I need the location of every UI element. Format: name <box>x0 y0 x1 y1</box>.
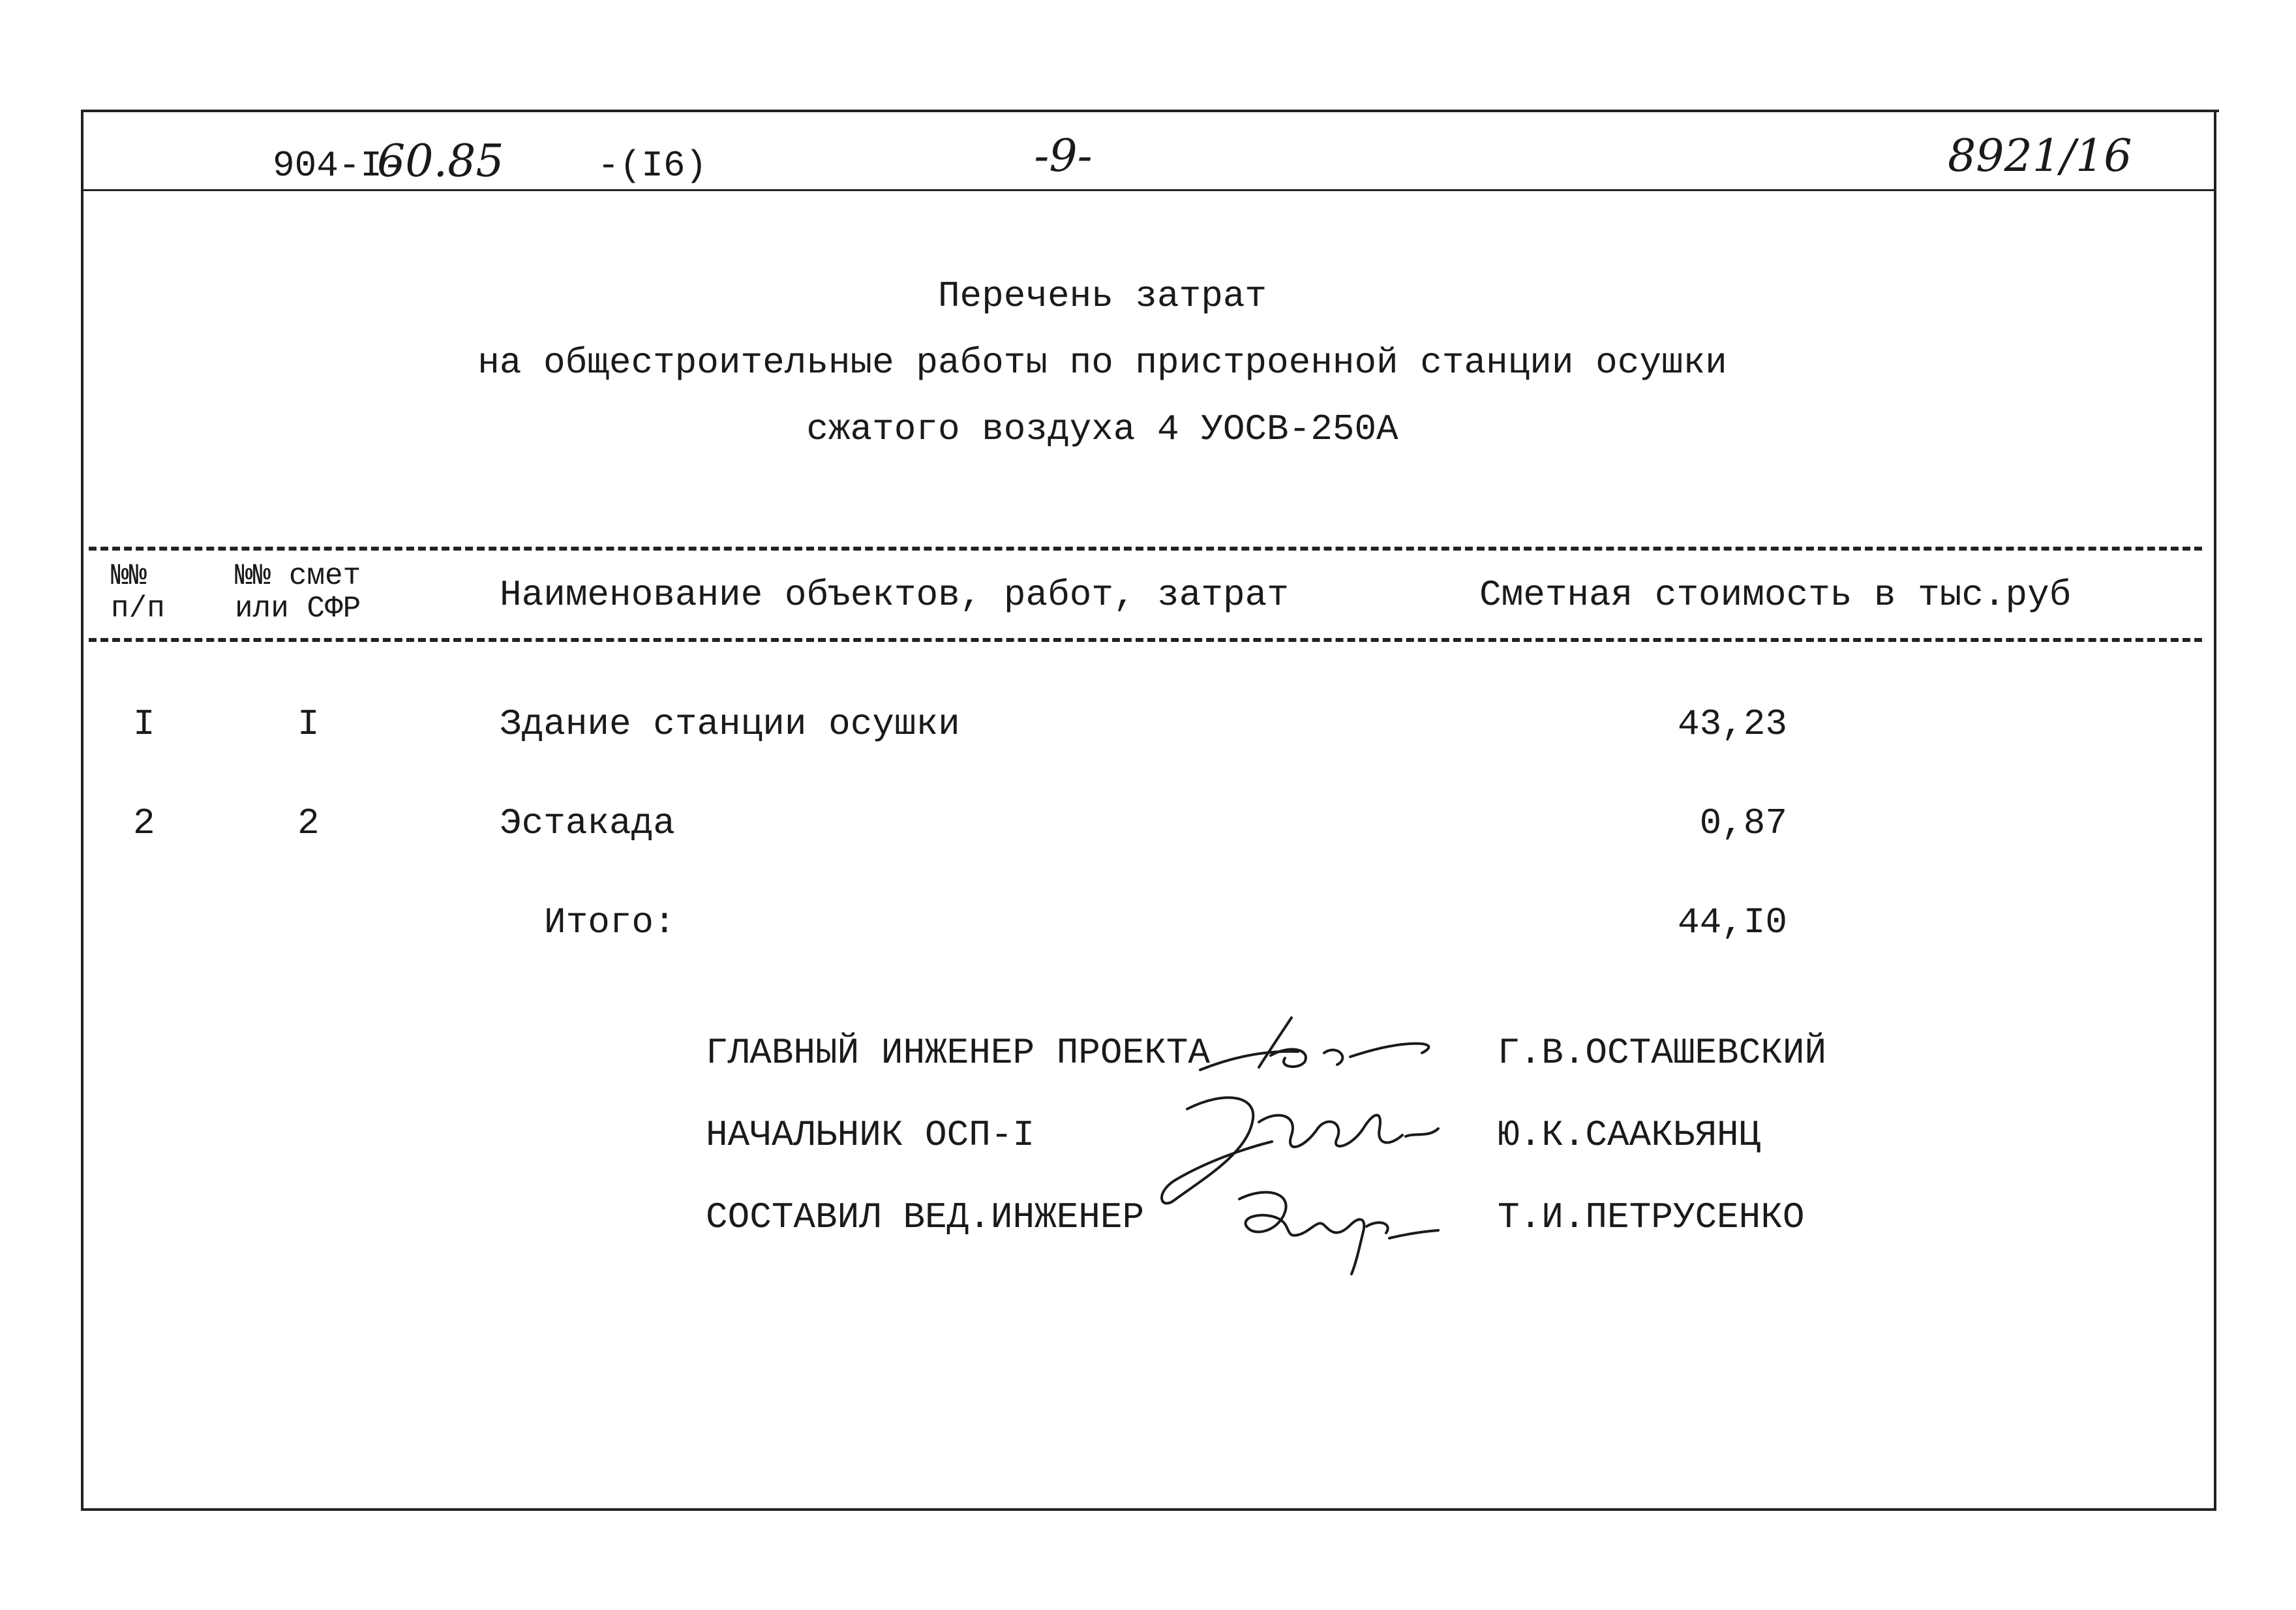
row-cost: 0,87 <box>1699 802 1787 844</box>
signature-name-chief-engineer: Г.В.ОСТАШЕВСКИЙ <box>1498 1032 1827 1074</box>
signature-role-compiler: СОСТАВИЛ ВЕД.ИНЖЕНЕР <box>706 1196 1145 1238</box>
row-cost: 43,23 <box>1677 703 1787 745</box>
col-header-num: №№ п/п <box>111 559 165 626</box>
col-header-estimate: №№ смет или СФР <box>235 559 361 626</box>
signature-role-department-head: НАЧАЛЬНИК ОСП-I <box>706 1114 1035 1156</box>
signature-role-chief-engineer: ГЛАВНЫЙ ИНЖЕНЕР ПРОЕКТА <box>706 1032 1210 1074</box>
total-value: 44,I0 <box>1677 902 1787 943</box>
row-estimate: I <box>297 703 320 745</box>
doc-code-handwritten: 60.85 <box>377 136 504 187</box>
signature-scribble-compiler <box>1226 1179 1448 1277</box>
table-header-bottom-rule <box>89 638 2202 642</box>
row-name: Эстакада <box>500 802 675 844</box>
table-header-top-rule <box>89 547 2202 551</box>
row-num: I <box>133 703 155 745</box>
signature-name-department-head: Ю.К.СААКЬЯНЦ <box>1498 1114 1761 1156</box>
doc-code-printed: 904-I- <box>273 145 404 187</box>
signature-scribble-chief-engineer <box>1194 1005 1455 1076</box>
frame-right-border <box>2214 110 2216 1511</box>
signature-name-compiler: Т.И.ПЕТРУСЕНКО <box>1498 1196 1805 1238</box>
page-number: -9- <box>1034 130 1093 182</box>
frame-top-border <box>82 110 2219 112</box>
row-name: Здание станции осушки <box>500 703 960 745</box>
col-header-cost: Сметная стоимость в тыс.руб <box>1479 574 2072 616</box>
total-label: Итого: <box>544 902 676 943</box>
col-header-name: Наименование объектов, работ, затрат <box>500 574 1289 616</box>
title-line-3: сжатого воздуха 4 УОСВ-250А <box>806 408 1398 450</box>
archive-number: 8921/16 <box>1948 130 2132 182</box>
frame-bottom-border <box>82 1508 2216 1511</box>
frame-left-border <box>81 110 83 1511</box>
row-estimate: 2 <box>297 802 320 844</box>
title-line-1: Перечень затрат <box>937 275 1267 317</box>
row-num: 2 <box>133 802 155 844</box>
header-divider <box>82 189 2216 191</box>
title-line-2: на общестроительные работы по пристроенной станции осушки <box>477 342 1727 384</box>
doc-code-suffix: -(I6) <box>597 145 708 187</box>
